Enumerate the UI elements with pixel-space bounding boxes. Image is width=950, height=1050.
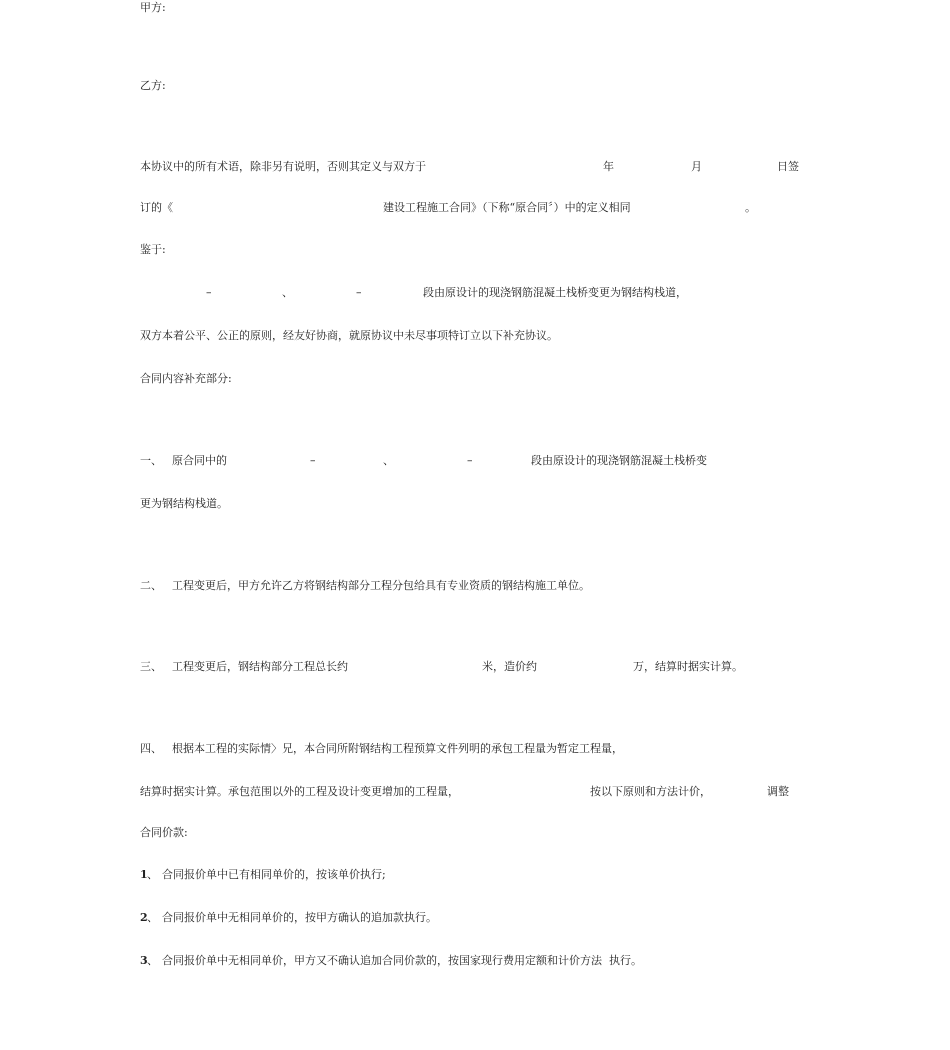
preamble-line-2-start: 订的《 (140, 201, 173, 214)
clause-3-end: 万，结算时据实计算。 (633, 660, 743, 673)
clause-3-number: 三、 (140, 660, 162, 673)
whereas-text: 段由原设计的现浇钢筋混凝土栈桥变更为钢结构栈道， (423, 286, 687, 299)
item-3-separator: 、 (147, 954, 158, 967)
clause-3-start: 工程变更后，钢结构部分工程总长约 (172, 660, 348, 673)
item-1-number: 1 (140, 868, 148, 881)
whereas-label: 鉴于: (140, 243, 166, 256)
clause-4-line-2-middle: 按以下原则和方法计价， (590, 785, 711, 798)
clause-1-text: 段由原设计的现浇钢筋混凝土栈桥变 (531, 454, 707, 467)
clause-4-line-3: 合同价款: (140, 826, 188, 839)
preamble-day-signed: 日签 (777, 160, 799, 173)
clause-2-text: 工程变更后，甲方允许乙方将钢结构部分工程分包给具有专业资质的钢结构施工单位。 (172, 579, 590, 592)
whereas-dash-1: – (206, 286, 212, 299)
preamble-month: 月 (691, 160, 702, 173)
party-b-label: 乙方: (140, 79, 166, 92)
clause-3-middle: 米，造价约 (482, 660, 537, 673)
clause-4-line-1: 根据本工程的实际情〉兄，本合同所附钢结构工程预算文件列明的承包工程量为暂定工程量， (172, 742, 623, 755)
party-a-label: 甲方: (140, 1, 166, 14)
clause-1-dash-1: – (310, 454, 316, 467)
preamble-year: 年 (603, 160, 614, 173)
clause-1-number: 一、 (140, 454, 162, 467)
item-1-text: 合同报价单中已有相同单价的，按该单价执行; (162, 868, 386, 881)
clause-1-dash-2: – (467, 454, 473, 467)
item-2-separator: 、 (147, 911, 158, 924)
item-3-text: 合同报价单中无相同单价，甲方又不确认追加合同价款的，按国家现行费用定额和计价方法 执行。 (162, 954, 642, 967)
item-1-separator: 、 (147, 868, 158, 881)
supplement-title: 合同内容补充部分: (140, 372, 232, 385)
whereas-dash-2: – (356, 286, 362, 299)
clause-4-number: 四、 (140, 742, 162, 755)
clause-1-separator: 、 (383, 454, 394, 467)
clause-4-line-2-end: 调整 (767, 785, 789, 798)
agreement-line: 双方本着公平、公正的原则，经友好协商，就原协议中未尽事项特订立以下补充协议。 (140, 329, 558, 342)
item-2-text: 合同报价单中无相同单价的，按甲方确认的追加款执行。 (162, 911, 437, 924)
clause-4-line-2-start: 结算时据实计算。承包范围以外的工程及设计变更增加的工程量， (140, 785, 459, 798)
whereas-separator: 、 (282, 286, 293, 299)
preamble-line-2-end: 建设工程施工合同》（下称“原合同〞）中的定义相同 (383, 201, 631, 214)
clause-2-number: 二、 (140, 579, 162, 592)
item-2-number: 2 (140, 911, 148, 924)
clause-1-continuation: 更为钢结构栈道。 (140, 497, 228, 510)
preamble-line-2-period: 。 (745, 201, 756, 214)
item-3-number: 3 (140, 954, 148, 967)
preamble-line-1: 本协议中的所有术语，除非另有说明，否则其定义与双方于 (140, 160, 426, 173)
clause-1-start: 原合同中的 (172, 454, 227, 467)
